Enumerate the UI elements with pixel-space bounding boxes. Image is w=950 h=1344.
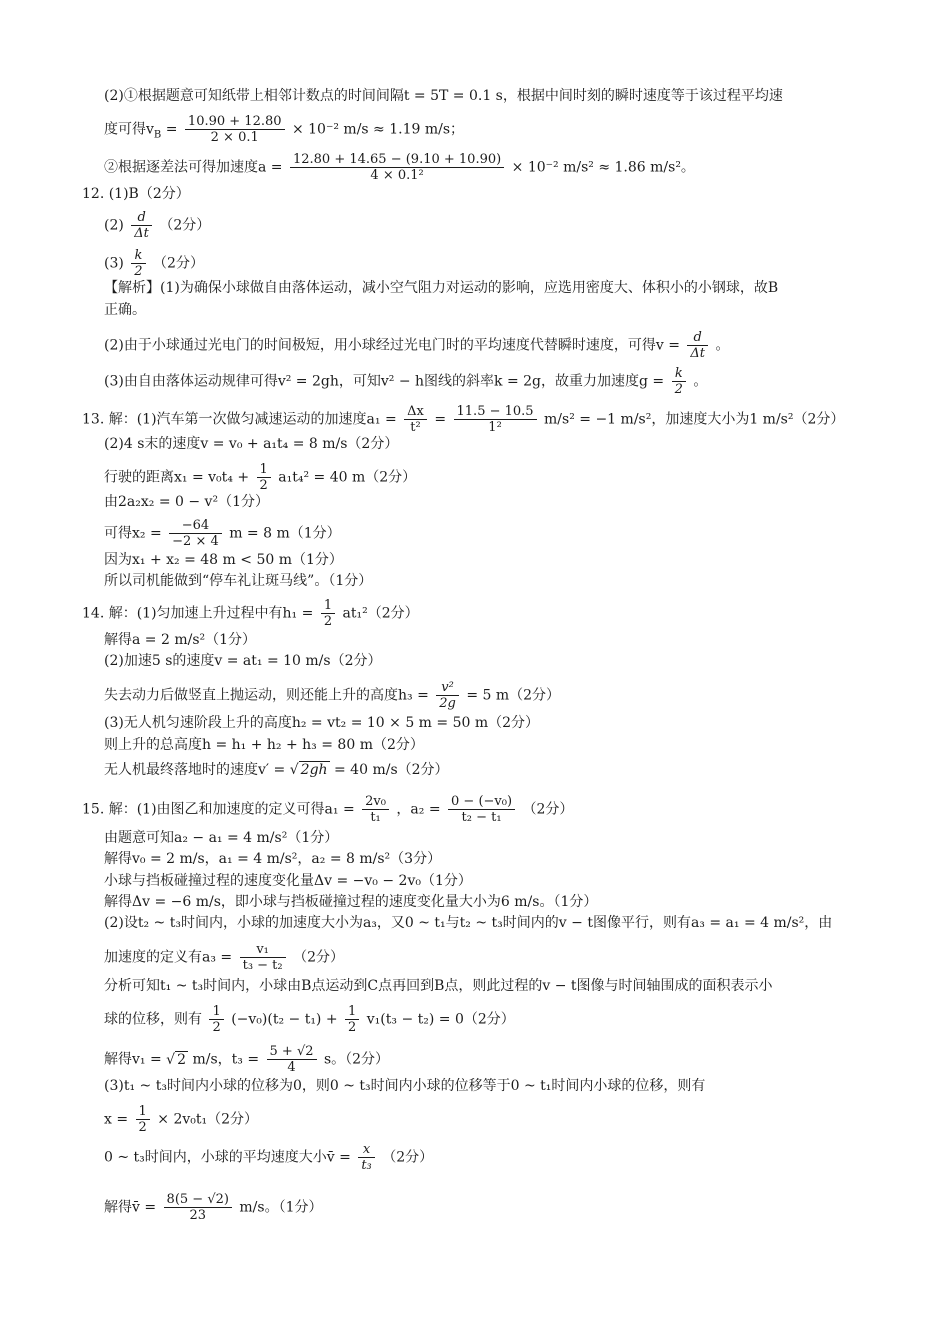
radicand: 2gh — [300, 762, 328, 778]
text: 12. (1)B（2分） — [82, 186, 190, 202]
fraction — [321, 598, 335, 629]
q14-6 — [104, 735, 424, 755]
denominator: t₃ − t₂ — [242, 958, 283, 973]
text: (3)无人机匀速阶段上升的高度h₂ = vt₂ = 10 × 5 m = 50 m（2分） — [104, 715, 540, 731]
text: (2)由于小球通过光电门的时间极短，用小球经过光电门时的平均速度代替瞬时速度，可得v = — [104, 337, 680, 354]
text: a₁t₄² = 40 m（2分） — [278, 469, 417, 486]
numerator: v² — [436, 680, 459, 696]
q14-7 — [104, 760, 449, 780]
denominator: 2 — [138, 1120, 147, 1135]
analysis-1b — [104, 300, 146, 320]
line-11-2-2 — [104, 114, 464, 145]
text: 由2a₂x₂ = 0 − v²（1分） — [104, 494, 269, 510]
text: 解得Δv = −6 m/s，即小球与挡板碰撞过程的速度变化量大小为6 m/s。（1分） — [104, 894, 598, 910]
q14-3 — [104, 651, 381, 671]
text: × 10⁻² m/s² ≈ 1.86 m/s²。 — [511, 159, 695, 176]
text: (2)①根据题意可知纸带上相邻计数点的时间间隔t = 5T = 0.1 s，根据中间时刻的瞬时速度等于该过程平均速 — [104, 88, 783, 104]
denominator: 23 — [189, 1208, 207, 1223]
q15-5 — [104, 892, 597, 912]
text: (2)设t₂ ~ t₃时间内，小球的加速度大小为a₃，又0 ~ t₁与t₂ ~ t₃时间内的v − t图像平行，则有a₃ = a₁ = 4 m/s²，由 — [104, 915, 833, 931]
text: m = 8 m（1分） — [229, 525, 341, 542]
numerator: 5 + √2 — [267, 1044, 317, 1060]
text: 解得v₀ = 2 m/s，a₁ = 4 m/s²，a₂ = 8 m/s²（3分） — [104, 851, 442, 867]
text: = 5 m（2分） — [466, 687, 561, 704]
q13-6 — [104, 550, 343, 570]
subscript: B — [153, 129, 162, 141]
text: 可得x₂ = — [104, 525, 162, 542]
q13-7 — [104, 571, 372, 591]
numerator: 1 — [321, 598, 335, 614]
fraction — [358, 1142, 374, 1173]
text: 小球与挡板碰撞过程的速度变化量Δv = −v₀ − 2v₀（1分） — [104, 873, 472, 889]
numerator: d — [131, 210, 152, 226]
text: 行驶的距离x₁ = v₀t₄ + — [104, 469, 250, 486]
analysis-2 — [104, 330, 729, 361]
q14-1 — [82, 598, 419, 629]
fraction — [131, 248, 145, 279]
fraction — [672, 366, 686, 397]
fraction — [209, 1004, 223, 1035]
denominator: 4 — [287, 1060, 296, 1075]
q15-13 — [104, 1142, 433, 1173]
fraction — [290, 152, 504, 183]
text: × 10⁻² m/s ≈ 1.19 m/s； — [291, 121, 465, 138]
text: (3)t₁ ~ t₃时间内小球的位移为0，则0 ~ t₃时间内小球的位移等于0 ~ t₁时间内小球的位移，则有 — [104, 1078, 706, 1094]
q15-10 — [104, 1044, 389, 1075]
text: ，a₂ = — [396, 801, 441, 818]
text: (3) — [104, 255, 124, 272]
numerator: d — [687, 330, 708, 346]
q15-14 — [104, 1192, 323, 1223]
text: ②根据逐差法可得加速度a = — [104, 159, 283, 176]
denominator: 2g — [439, 696, 456, 711]
q13-4 — [104, 492, 269, 512]
denominator: 4 × 0.1² — [370, 168, 424, 183]
text: m/s，t₃ = — [192, 1051, 260, 1068]
text: （2分） — [153, 255, 204, 272]
analysis-3 — [104, 366, 707, 397]
text: = — [434, 411, 447, 428]
numerator: 1 — [257, 462, 271, 478]
text: （2分） — [522, 801, 574, 818]
text: = — [161, 121, 178, 138]
fraction — [362, 794, 389, 825]
text: = 40 m/s（2分） — [334, 762, 449, 778]
denominator: Δt — [134, 226, 149, 241]
q13-5 — [104, 518, 341, 549]
q15-4 — [104, 871, 472, 891]
q14-4 — [104, 680, 560, 711]
q15-11 — [104, 1076, 705, 1096]
denominator: t₃ — [361, 1158, 372, 1173]
text: (3)由自由落体运动规律可得v² = 2gh，可知v² − h图线的斜率k = 2g，故重力加速度g = — [104, 373, 665, 390]
denominator: 2 — [212, 1020, 221, 1035]
denominator: 2 × 0.1 — [210, 130, 259, 145]
denominator: Δt — [690, 346, 705, 361]
text: s。（2分） — [323, 1051, 390, 1068]
fraction — [448, 794, 515, 825]
denominator: t₂ − t₁ — [461, 810, 502, 825]
text: 因为x₁ + x₂ = 48 m < 50 m（1分） — [104, 552, 343, 568]
text: m/s² = −1 m/s²，加速度大小为1 m/s²（2分） — [544, 411, 845, 428]
numerator: 8(5 − √2) — [164, 1192, 232, 1208]
text: （2分） — [382, 1149, 434, 1166]
q15-1 — [82, 794, 573, 825]
text: × 2v₀t₁（2分） — [157, 1111, 259, 1128]
text: 14. 解：(1)匀加速上升过程中有h₁ = — [82, 605, 314, 622]
text: (2)4 s末的速度v = v₀ + a₁t₄ = 8 m/s（2分） — [104, 436, 399, 452]
text: 度可得v — [104, 121, 154, 138]
fraction — [345, 1004, 359, 1035]
q15-12 — [104, 1104, 258, 1135]
denominator: 1² — [488, 420, 502, 435]
text: 。 — [693, 373, 708, 390]
denominator: 2 — [259, 478, 268, 493]
q15-2 — [104, 828, 338, 848]
text: 解得v₁ = — [104, 1051, 162, 1068]
text: 由题意可知a₂ − a₁ = 4 m/s²（1分） — [104, 830, 339, 846]
text: 【解析】(1)为确保小球做自由落体运动，减小空气阻力对运动的影响，应选用密度大、体积小的小钢球，故B — [104, 280, 779, 296]
text: x = — [104, 1111, 129, 1128]
text: 解得v̄ = — [104, 1199, 157, 1216]
numerator: x — [358, 1142, 374, 1158]
q15-6 — [104, 913, 832, 933]
numerator: 1 — [136, 1104, 150, 1120]
text: (2) — [104, 217, 124, 234]
text: 解得a = 2 m/s²（1分） — [104, 632, 257, 648]
q13-1 — [82, 404, 844, 435]
numerator: Δx — [404, 404, 427, 420]
numerator: −64 — [169, 518, 222, 534]
denominator: t² — [410, 420, 421, 435]
fraction — [687, 330, 708, 361]
denominator: 2 — [134, 264, 143, 279]
text: 加速度的定义有a₃ = — [104, 949, 233, 966]
numerator: 1 — [345, 1004, 359, 1020]
text: 分析可知t₁ ~ t₃时间内，小球由B点运动到C点再回到B点，则此过程的v − t图像与时间轴围成的面积表示小 — [104, 978, 773, 994]
q13-2 — [104, 434, 398, 454]
q13-3 — [104, 462, 416, 493]
fraction — [257, 462, 271, 493]
q15-3 — [104, 849, 441, 869]
numerator: 10.90 + 12.80 — [185, 114, 285, 130]
denominator: 2 — [674, 382, 683, 397]
text: (2)加速5 s的速度v = at₁ = 10 m/s（2分） — [104, 653, 382, 669]
numerator: 11.5 − 10.5 — [454, 404, 537, 420]
line-11-2-1 — [104, 86, 783, 106]
numerator: 0 − (−v₀) — [448, 794, 515, 810]
fraction — [164, 1192, 232, 1223]
numerator: v₁ — [240, 942, 286, 958]
fraction — [436, 680, 459, 711]
q15-9 — [104, 1004, 515, 1035]
numerator: 12.80 + 14.65 − (9.10 + 10.90) — [290, 152, 504, 168]
text: 0 ~ t₃时间内，小球的平均速度大小v̄ = — [104, 1149, 351, 1166]
text: m/s。（1分） — [239, 1199, 323, 1216]
line-11-2-3 — [104, 152, 695, 183]
q15-8 — [104, 976, 773, 996]
fraction — [240, 942, 286, 973]
text: (−v₀)(t₂ − t₁) + — [231, 1011, 338, 1028]
q12-2 — [104, 210, 210, 241]
fraction — [131, 210, 152, 241]
text: 所以司机能做到“停车礼让斑马线”。（1分） — [104, 573, 373, 589]
numerator: k — [672, 366, 686, 382]
fraction — [404, 404, 427, 435]
square-root: √ 2 — [166, 1051, 186, 1068]
text: （2分） — [159, 217, 211, 234]
denominator: −2 × 4 — [172, 534, 219, 549]
text: （2分） — [293, 949, 344, 966]
text: 15. 解：(1)由图乙和加速度的定义可得a₁ = — [82, 801, 355, 818]
text: 失去动力后做竖直上抛运动，则还能上升的高度h₃ = — [104, 687, 429, 704]
text: 则上升的总高度h = h₁ + h₂ + h₃ = 80 m（2分） — [104, 737, 424, 753]
q12-1 — [82, 184, 190, 204]
denominator: 2 — [348, 1020, 357, 1035]
text: 正确。 — [104, 302, 146, 318]
text: v₁(t₃ − t₂) = 0（2分） — [366, 1011, 515, 1028]
fraction — [185, 114, 285, 145]
numerator: k — [131, 248, 145, 264]
fraction — [136, 1104, 150, 1135]
fraction — [454, 404, 537, 435]
numerator: 2v₀ — [362, 794, 389, 810]
analysis-1 — [104, 278, 778, 298]
text: at₁²（2分） — [342, 605, 419, 622]
text: 。 — [715, 337, 730, 354]
denominator: t₁ — [370, 810, 381, 825]
q14-5 — [104, 713, 539, 733]
q15-7 — [104, 942, 344, 973]
fraction — [169, 518, 222, 549]
text: 无人机最终落地时的速度v′ = — [104, 762, 286, 778]
denominator: 2 — [323, 614, 333, 629]
radicand: 2 — [177, 1051, 186, 1068]
square-root: √ 2gh — [289, 762, 328, 778]
q12-3 — [104, 248, 204, 279]
text: 球的位移，则有 — [104, 1011, 202, 1028]
text: 13. 解：(1)汽车第一次做匀减速运动的加速度a₁ = — [82, 411, 397, 428]
q14-2 — [104, 630, 256, 650]
fraction — [267, 1044, 317, 1075]
numerator: 1 — [209, 1004, 223, 1020]
